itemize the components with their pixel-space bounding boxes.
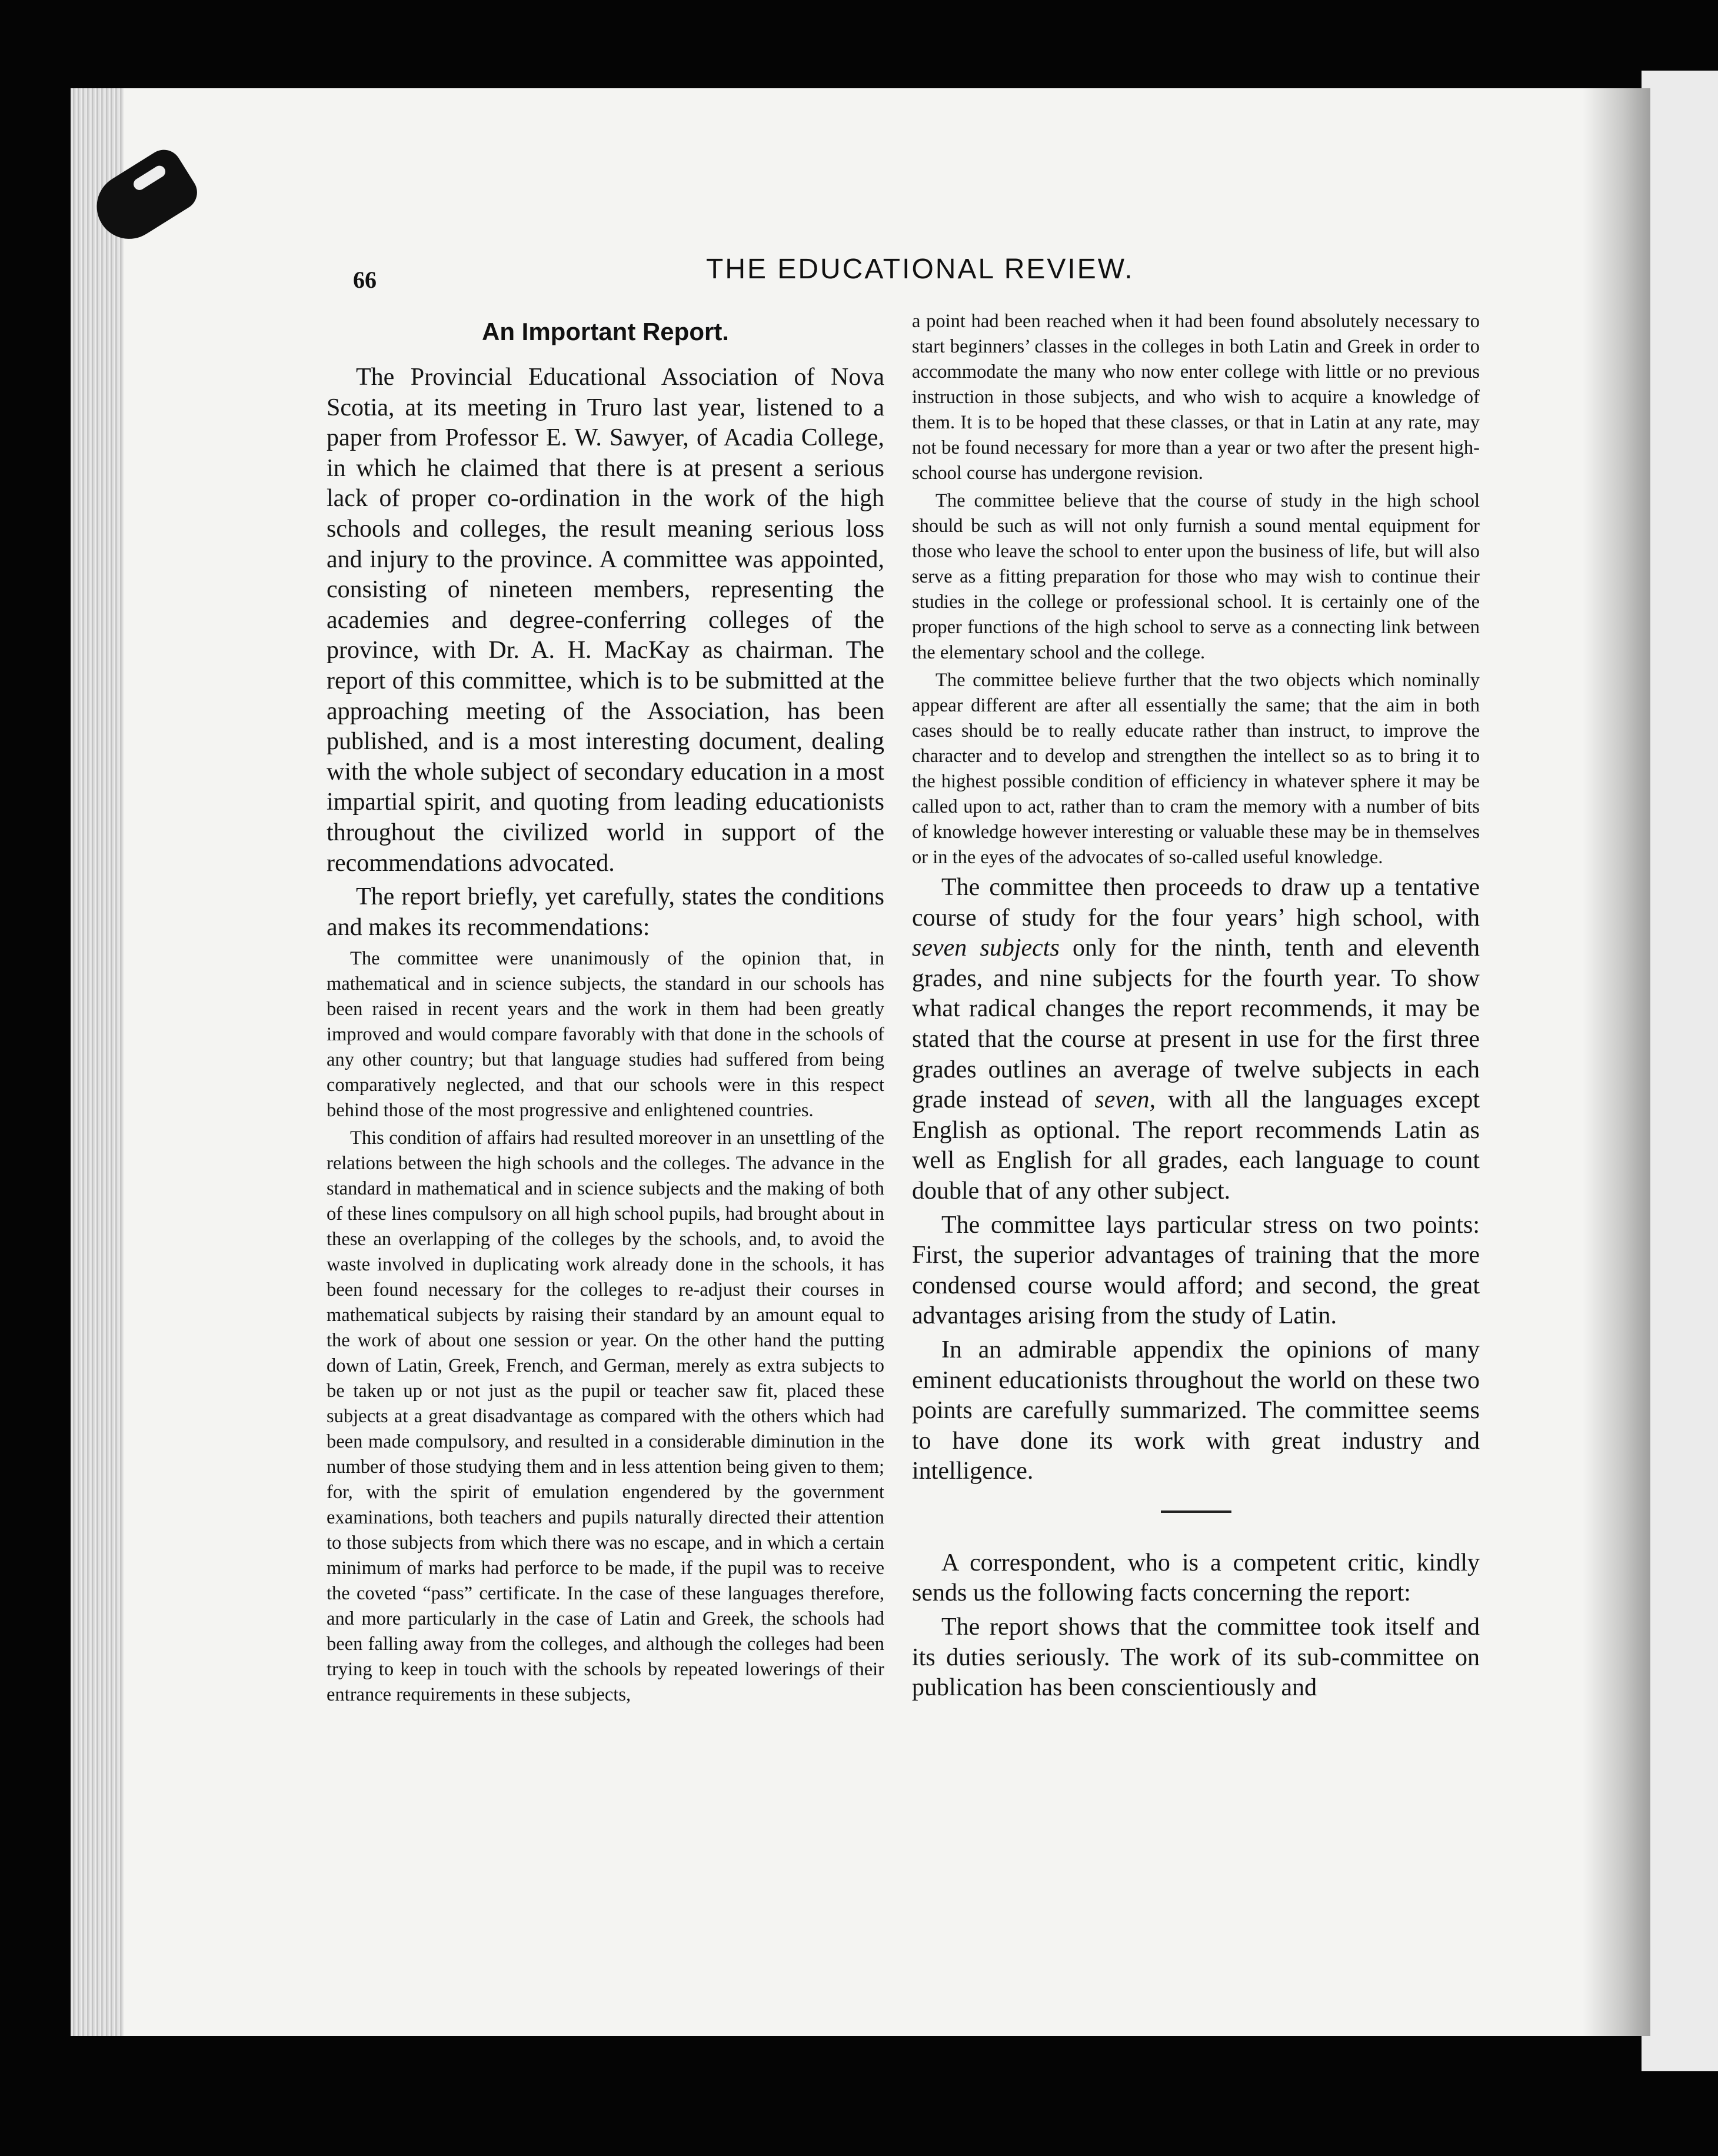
stacked-page-edges: [71, 88, 126, 2036]
text-run: The committee then proceeds to draw up a tentative course of study for the four years’ high school, with: [912, 874, 1480, 931]
quoted-paragraph: The committee believe further that the two objects which nominally appear different are after all essentially the same; that the aim in both cases should be to really educate rather than instruct, to improve the character and to develop and strengthen the intellect so as to bring it to the highest possible condition of efficiency in whatever sphere it may be called upon to act, rather than to cram the memory with a number of bits of knowledge however interesting or valuable these may be in themselves or in the eyes of the advocates of so-called useful knowledge.: [912, 670, 1480, 868]
adjacent-page-edge: [1642, 71, 1718, 2071]
paragraph: In an admirable appendix the opinions of many eminent educationists throughout the world on these two points are carefully summarized. The committee seems to have done its work with great industry and intelligence.: [912, 1336, 1480, 1485]
quoted-paragraph: a point had been reached when it had been found absolutely necessary to start beginners’ classes in the colleges in both Latin and Greek in order to accommodate the many who now enter college with little or no previous instruction in those subjects, and who wish to acquire a knowledge of them. It is to be hoped that these classes, or that in Latin at any rate, may not be found necessary for more than a year or two after the present high-school course has undergone revision.: [912, 311, 1480, 484]
article-title: An Important Report.: [482, 318, 729, 345]
text-run: only for the ninth, tenth and eleventh grades, and nine subjects for the fourth year. To show what radical changes the report recommends, it may be stated that the course at present in use for the first three grades outlines an average of twelve subjects in each grade instead of: [912, 934, 1480, 1114]
paragraph: The committee lays particular stress on two points: First, the superior advantages of training that the more condensed course would afford; and second, the great advantages arising from the study of Latin.: [912, 1211, 1480, 1330]
running-title: THE EDUCATIONAL REVIEW.: [706, 254, 1134, 285]
text-run: with all the languages except English as optional. The report recommends Latin as well as English for all grades, each language to count double that of any other subject.: [912, 1086, 1480, 1205]
right-column: [912, 309, 1480, 1707]
left-column: [327, 312, 884, 1710]
binding-shadow: [1583, 88, 1650, 2036]
quoted-paragraph: This condition of affairs had resulted moreover in an unsettling of the relations between the high schools and the colleges. The advance in the standard in mathematical and in science subjects and the making of both of these lines compulsory on all high school pupils, had brought about in these an overlapping of the colleges by the schools, and, to avoid the waste involved in duplicating work already done in the schools, it has been found necessary for the colleges to re-adjust their courses in mathematical subjects by raising their standard by an amount equal to the work of about one session or year. On the other hand the putting down of Latin, Greek, French, and German, merely as extra subjects to be taken up or not just as the pupil or teacher saw fit, placed these subjects at a great disadvantage as compared with the others which had been made compulsory, and resulted in a considerable diminution in the number of those studying them and in less attention being given to them; for, with the spirit of emulation engendered by the government examinations, both teachers and pupils naturally directed their attention to those subjects from which there was no escape, and in which a certain minimum of marks had perforce to be made, if the pupil was to receive the coveted “pass” certificate. In the case of these languages therefore, and more particularly in the case of Latin and Greek, the schools had been falling away from the colleges, and although the colleges had been trying to keep in touch with the schools by repeated lowerings of their entrance requirements in these subjects,: [327, 1127, 884, 1706]
paragraph: The Provincial Educational Association of Nova Scotia, at its meeting in Truro last year, listened to a paper from Professor E. W. Sawyer, of Acadia College, in which he claimed that there is at present a serious lack of proper co-ordination in the work of the high schools and colleges, the result meaning serious loss and injury to the province. A committee was appointed, consisting of nineteen members, representing the academies and degree-conferring colleges of the province, with Dr. A. H. MacKay as chairman. The report of this committee, which is to be submitted at the approaching meeting of the Association, has been published, and is a most interesting document, dealing with the whole subject of secondary education in a most impartial spirit, and quoting from leading educationists throughout the civilized world in support of the recommendations advocated.: [327, 364, 884, 877]
paragraph: The report briefly, yet carefully, states the conditions and makes its recommendations:: [327, 883, 884, 941]
italic-text: seven,: [1094, 1086, 1156, 1114]
quoted-paragraph: The committee were unanimously of the opinion that, in mathematical and in science subjects, the standard in our schools has been raised in recent years and the work in them had been greatly improved and would compare favorably with that done in the schools of any other country; but that language studies had suffered from being comparatively neglected, and that our schools were in this respect behind those of the most progressive and enlightened countries.: [327, 948, 884, 1122]
paragraph: The report shows that the committee took itself and its duties seriously. The work of its sub-committee on publication has been conscientiously and: [912, 1613, 1480, 1702]
section-divider: [1161, 1510, 1231, 1513]
quoted-paragraph: The committee believe that the course of study in the high school should be such as will not only furnish a sound mental equipment for those who leave the school to enter upon the business of life, but will also serve as a fitting preparation for those who may wish to continue their studies in the college or professional school. It is certainly one of the proper functions of the high school to serve as a connecting link between the elementary school and the college.: [912, 490, 1480, 663]
italic-text: seven subjects: [912, 934, 1060, 962]
page-number: 66: [353, 267, 377, 293]
paragraph: [912, 873, 1480, 1207]
paragraph: A correspondent, who is a competent critic, kindly sends us the following facts concerning the report:: [912, 1549, 1480, 1607]
